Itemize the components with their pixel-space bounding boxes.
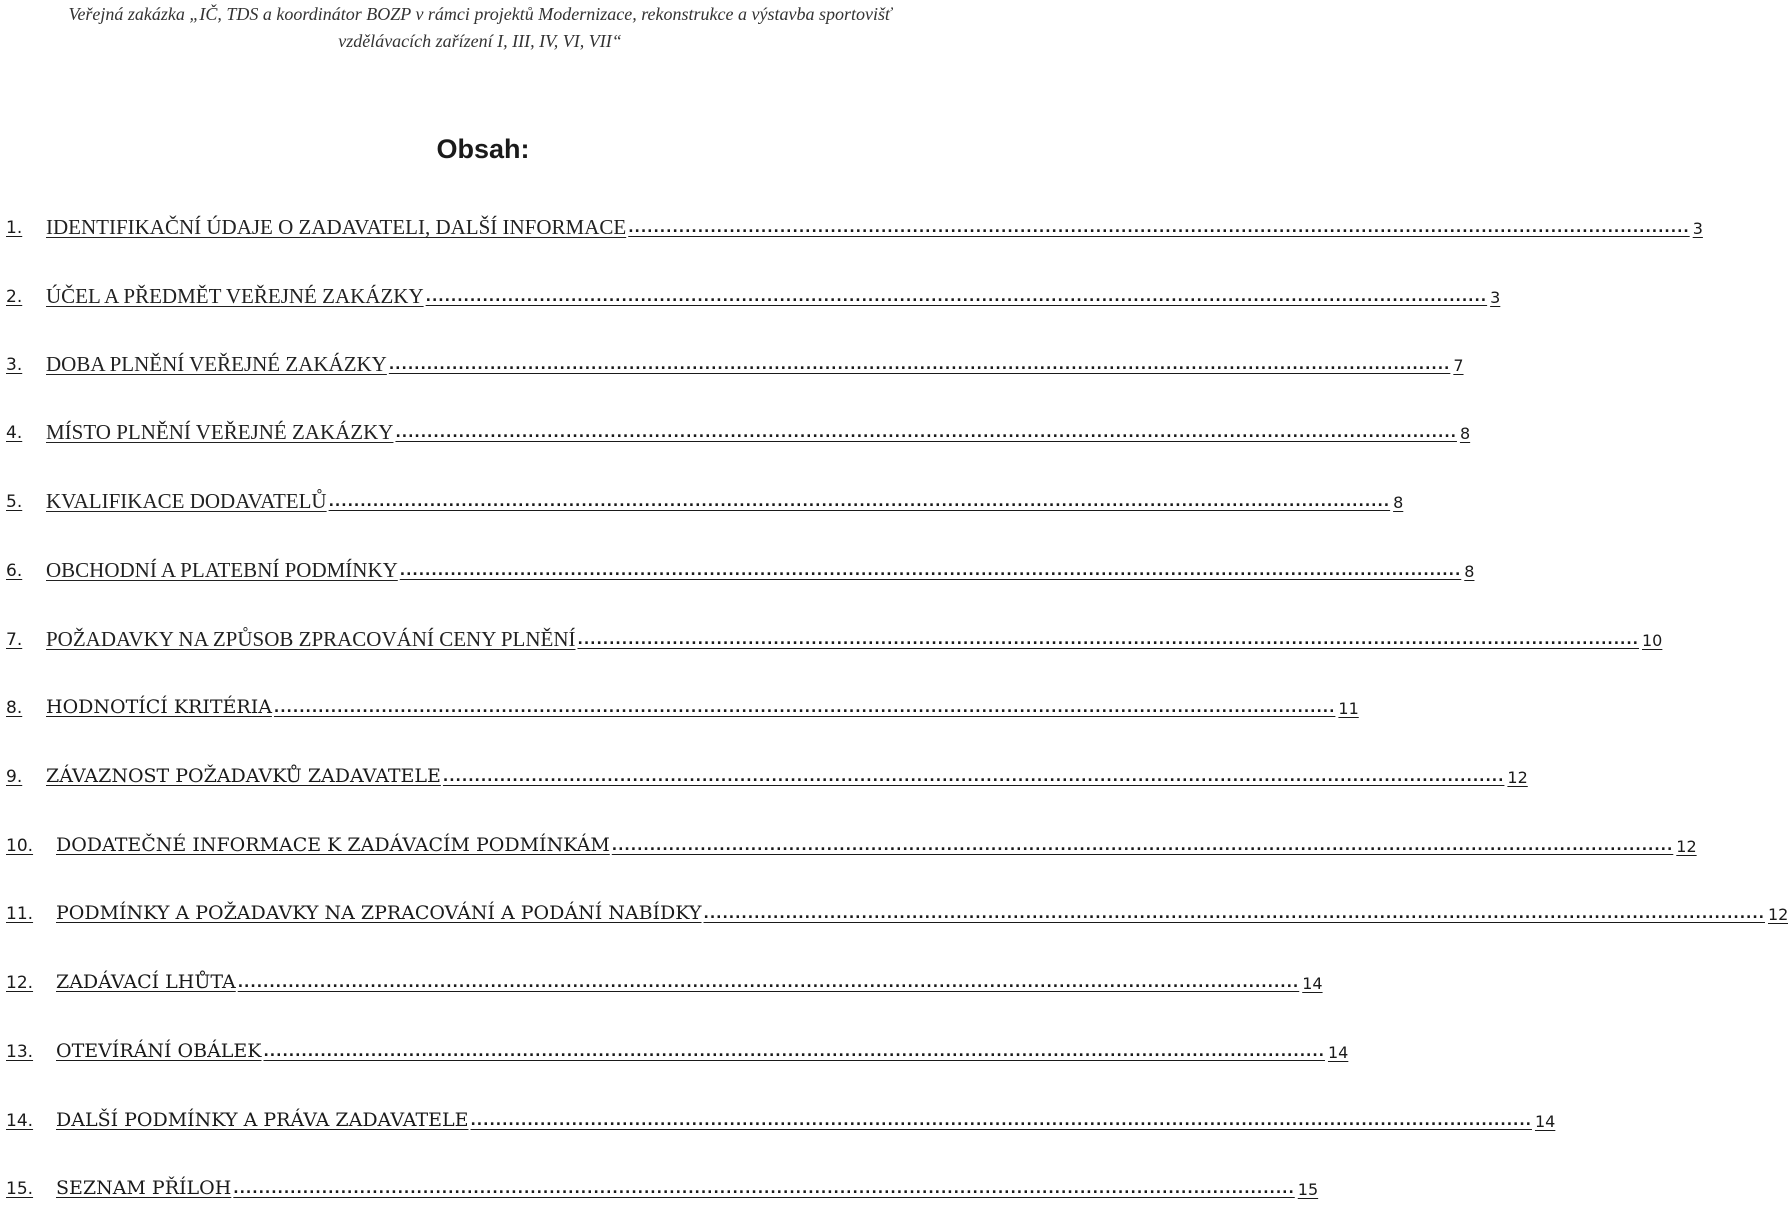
- toc-entry-label: OBCHODNÍ A PLATEBNÍ PODMÍNKY: [46, 558, 398, 582]
- toc-entry-9[interactable]: [6, 757, 1528, 789]
- toc-leader-dots: ........................................................................................................................................................................: [388, 357, 1451, 373]
- toc-entry-label: SEZNAM PŘÍLOH: [56, 1177, 232, 1199]
- toc-entry-1[interactable]: [6, 208, 1703, 240]
- toc-entry-label: ZÁVAZNOST POŽADAVKŮ ZADAVATELE: [46, 765, 441, 787]
- toc-entry-5[interactable]: [6, 482, 1404, 514]
- toc-entry-page: 7: [1453, 356, 1464, 375]
- toc-entry-7[interactable]: [6, 620, 1663, 652]
- toc-leader-dots: ........................................................................................................................................................................: [263, 1044, 1325, 1060]
- toc-entry-page: 8: [1464, 562, 1475, 581]
- toc-entry-label: ÚČEL A PŘEDMĚT VEŘEJNÉ ZAKÁZKY: [46, 284, 424, 308]
- toc-entry-8[interactable]: [6, 688, 1359, 720]
- toc-entry-page: 3: [1692, 219, 1703, 238]
- toc-entry-number: 15.: [6, 1179, 34, 1199]
- toc-leader-dots: ........................................................................................................................................................................: [425, 289, 1488, 305]
- toc-entry-label: OTEVÍRÁNÍ OBÁLEK: [56, 1040, 262, 1062]
- toc-entry-number: 3.: [6, 355, 23, 375]
- toc-entry-label: MÍSTO PLNĚNÍ VEŘEJNÉ ZAKÁZKY: [46, 420, 394, 444]
- toc-entry-13[interactable]: [6, 1032, 1349, 1064]
- toc-leader-dots: ........................................................................................................................................................................: [273, 700, 1336, 716]
- toc-leader-dots: ........................................................................................................................................................................: [395, 425, 1457, 441]
- toc-entry-3[interactable]: [6, 345, 1464, 377]
- toc-entry-number: 10.: [6, 836, 34, 856]
- toc-entry-number: 12.: [6, 973, 34, 993]
- toc-leader-dots: ........................................................................................................................................................................: [703, 906, 1765, 922]
- toc-entry-number: 13.: [6, 1042, 34, 1062]
- toc-entry-label: HODNOTÍCÍ KRITÉRIA: [46, 696, 272, 718]
- toc-entry-page: 15: [1297, 1180, 1319, 1199]
- toc-entry-label: POŽADAVKY NA ZPŮSOB ZPRACOVÁNÍ CENY PLNĚNÍ: [46, 627, 576, 651]
- toc-entry-11[interactable]: [6, 894, 1788, 926]
- toc-entry-15[interactable]: [6, 1169, 1319, 1201]
- toc-entry-number: 11.: [6, 904, 34, 924]
- header-line-2: vzdělávacích zařízení I, III, IV, VI, VII“: [338, 31, 622, 51]
- toc-entry-number: 1.: [6, 218, 23, 238]
- toc-entry-number: 6.: [6, 561, 23, 581]
- toc-entry-page: 10: [1642, 631, 1663, 650]
- toc-entry-2[interactable]: [6, 277, 1501, 309]
- toc-leader-dots: ........................................................................................................................................................................: [237, 975, 1300, 991]
- toc-entry-6[interactable]: [6, 551, 1475, 583]
- toc-leader-dots: ........................................................................................................................................................................: [328, 494, 1391, 510]
- toc-entry-page: 14: [1327, 1043, 1349, 1062]
- toc-entry-page: 8: [1393, 493, 1404, 512]
- toc-entry-12[interactable]: [6, 963, 1323, 995]
- toc-leader-dots: ........................................................................................................................................................................: [628, 220, 1690, 236]
- toc-entry-page: 12: [1768, 905, 1788, 924]
- toc-leader-dots: ........................................................................................................................................................................: [611, 838, 1674, 854]
- toc-entry-10[interactable]: [6, 826, 1697, 858]
- toc-entry-page: 14: [1534, 1112, 1556, 1131]
- toc-entry-14[interactable]: [6, 1101, 1556, 1133]
- toc-leader-dots: ........................................................................................................................................................................: [470, 1113, 1532, 1129]
- toc-entry-label: IDENTIFIKAČNÍ ÚDAJE O ZADAVATELI, DALŠÍ INFORMACE: [46, 215, 627, 239]
- toc-entry-number: 9.: [6, 767, 23, 787]
- toc-entry-number: 7.: [6, 630, 23, 650]
- toc-entry-number: 8.: [6, 698, 23, 718]
- toc-entry-page: 12: [1676, 837, 1697, 856]
- toc-entry-number: 14.: [6, 1111, 34, 1131]
- toc-entry-page: 11: [1338, 699, 1359, 718]
- toc-entry-number: 5.: [6, 492, 23, 512]
- toc-leader-dots: ........................................................................................................................................................................: [577, 632, 1639, 648]
- toc-entry-page: 3: [1490, 288, 1501, 307]
- toc-entry-number: 4.: [6, 423, 23, 443]
- toc-entry-page: 12: [1507, 768, 1528, 787]
- toc-leader-dots: ........................................................................................................................................................................: [233, 1181, 1295, 1197]
- toc-leader-dots: ........................................................................................................................................................................: [399, 563, 1462, 579]
- toc-entry-number: 2.: [6, 287, 23, 307]
- toc-entry-label: PODMÍNKY A POŽADAVKY NA ZPRACOVÁNÍ A PODÁNÍ NABÍDKY: [56, 902, 702, 924]
- toc-entry-4[interactable]: [6, 413, 1471, 445]
- toc-entry-label: DALŠÍ PODMÍNKY A PRÁVA ZADAVATELE: [56, 1109, 469, 1131]
- toc-entry-label: KVALIFIKACE DODAVATELŮ: [46, 489, 327, 513]
- toc-entry-label: DODATEČNÉ INFORMACE K ZADÁVACÍM PODMÍNKÁM: [56, 834, 610, 856]
- header-line-1: Veřejná zakázka „IČ, TDS a koordinátor BOZP v rámci projektů Modernizace, rekonstrukce a výstavba sportovišť: [68, 4, 892, 24]
- toc-entry-label: DOBA PLNĚNÍ VEŘEJNÉ ZAKÁZKY: [46, 352, 387, 376]
- toc-entry-page: 14: [1302, 974, 1323, 993]
- toc-entry-page: 8: [1459, 424, 1471, 443]
- toc-leader-dots: ........................................................................................................................................................................: [442, 769, 1505, 785]
- toc-entry-label: ZADÁVACÍ LHŮTA: [56, 971, 236, 993]
- toc-title: Obsah:: [436, 134, 530, 164]
